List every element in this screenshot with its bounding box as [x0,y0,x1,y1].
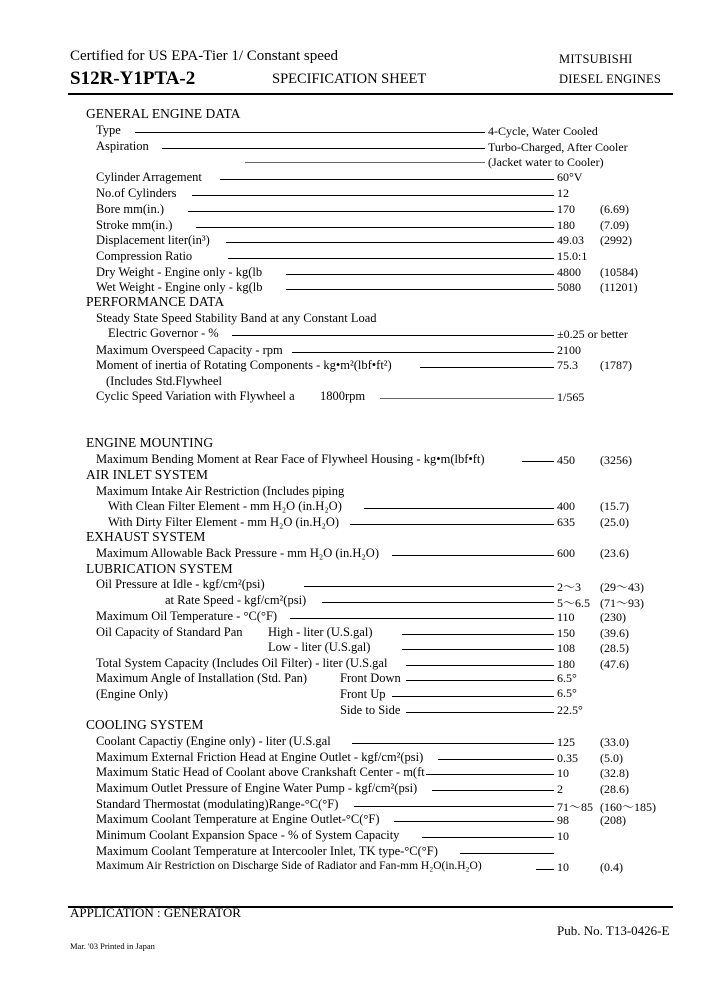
oil-temp-label: Maximum Oil Temperature - °C(°F) [96,609,278,623]
pump-pressure-label: Maximum Outlet Pressure of Engine Water Pump - kgf/cm²(psi) [96,781,418,795]
certification-text: Certified for US EPA-Tier 1/ Constant speed [70,48,339,64]
static-head-value: 10 [557,766,569,780]
static-head-label: Maximum Static Head of Coolant above Crankshaft Center - m(ft [96,765,425,779]
cylinder-arrangement-label: Cylinder Arragement [96,170,202,184]
bore-imperial: (6.69) [600,202,629,216]
compression-label: Compression Ratio [96,249,193,263]
section-cooling: COOLING SYSTEM [86,717,204,732]
oil-idle-imperial: (29～43) [600,580,644,594]
oil-idle-value: 2～3 [557,580,582,594]
leader [304,586,554,587]
inertia-imperial: (1787) [600,358,632,372]
bending-label: Maximum Bending Moment at Rear Face of Flywheel Housing - kg•m(lbf•ft) [96,452,485,466]
model-number: S12R-Y1PTA-2 [70,68,196,89]
expansion-label: Minimum Coolant Expansion Space - % of System Capacity [96,828,400,842]
oil-capacity-label: Oil Capacity of Standard Pan [96,625,243,639]
section-exhaust: EXHAUST SYSTEM [86,529,206,544]
leader [135,132,485,133]
front-up-label: Front Up [340,687,386,701]
front-down-value: 6.5° [557,671,577,685]
governor-label: Electric Governor - % [108,326,219,340]
oil-low-imperial: (28.5) [600,641,629,655]
stroke-imperial: (7.09) [600,218,629,232]
cylinders-value: 12 [557,186,569,200]
leader [522,461,554,462]
leader [232,335,554,336]
cyclic-value: 1/565 [557,390,585,404]
leader [286,274,554,275]
back-pressure-label: Maximum Allowable Back Pressure - mm H₂O (in.H₂O) [96,546,379,560]
sheet-title: SPECIFICATION SHEET [272,71,427,87]
leader [228,258,554,259]
cyclic-rpm: 1800rpm [320,389,366,403]
governor-value: ±0.25 or better [557,327,628,341]
type-value: 4-Cycle, Water Cooled [488,124,598,138]
leader [350,524,554,525]
section-lubrication: LUBRICATION SYSTEM [86,561,233,576]
bore-value: 170 [557,202,575,216]
maker-line-2: DIESEL ENGINES [559,72,661,86]
leader [188,211,554,212]
leader [406,680,554,681]
engine-only-label: (Engine Only) [96,687,168,701]
oil-temp-value: 110 [557,610,575,624]
clean-filter-imperial: (15.7) [600,499,629,513]
install-angle-label: Maximum Angle of Installation (Std. Pan) [96,671,308,685]
dry-weight-value: 4800 [557,265,581,279]
stroke-label: Stroke mm(in.) [96,218,173,232]
coolant-capacity-value: 125 [557,735,575,749]
leader [406,665,554,666]
header-rule [68,93,673,95]
oil-high-imperial: (39.6) [600,626,629,640]
leader [406,712,554,713]
side-to-side-label: Side to Side [340,703,401,717]
compression-value: 15.0:1 [557,249,588,263]
bending-imperial: (3256) [600,453,632,467]
section-air-inlet: AIR INLET SYSTEM [86,467,209,482]
inertia-note: (Includes Std.Flywheel [106,374,222,388]
stability-label: Steady State Speed Stability Band at any Constant Load [96,311,377,325]
oil-rated-imperial: (71～93) [600,596,644,610]
displacement-label: Displacement liter(in³) [96,233,210,247]
leader [354,806,554,807]
dirty-filter-value: 635 [557,515,575,529]
oil-low-label: Low - liter (U.S.gal) [268,640,371,654]
wet-weight-imperial: (11201) [600,280,638,294]
friction-head-label: Maximum External Friction Head at Engine Outlet - kgf/cm²(psi) [96,750,424,764]
oil-high-value: 150 [557,626,575,640]
intercooler-label: Maximum Coolant Temperature at Intercooler Inlet, TK type-°C(°F) [96,844,438,858]
leader [380,398,554,399]
section-performance: PERFORMANCE DATA [86,294,225,309]
leader [426,774,554,775]
aspiration-value: Turbo-Charged, After Cooler [488,140,628,154]
application-text: APPLICATION : GENERATOR [70,905,241,920]
thermostat-imperial: (160～185) [600,800,656,814]
radiator-label: Maximum Air Restriction on Discharge Side of Radiator and Fan-mm H₂O(in.H₂O) [96,860,482,872]
section-mounting: ENGINE MOUNTING [86,435,214,450]
friction-head-value: 0.35 [557,751,578,765]
section-general: GENERAL ENGINE DATA [86,106,241,121]
leader [220,179,554,180]
leader [460,853,554,854]
dry-weight-label: Dry Weight - Engine only - kg(lb [96,265,263,279]
leader [322,602,554,603]
expansion-value: 10 [557,829,569,843]
leader [394,821,554,822]
overspeed-value: 2100 [557,343,581,357]
bore-label: Bore mm(in.) [96,202,165,216]
pump-pressure-imperial: (28.6) [600,782,629,796]
clean-filter-label: With Clean Filter Element - mm H₂O (in.H₂O) [108,499,342,513]
aspiration-label: Aspiration [96,139,149,153]
wet-weight-label: Wet Weight - Engine only - kg(lb [96,280,263,294]
front-up-value: 6.5° [557,686,577,700]
inertia-label: Moment of inertia of Rotating Components - kg•m²(lbf•ft²) [96,358,392,372]
stroke-value: 180 [557,218,575,232]
total-capacity-imperial: (47.6) [600,657,629,671]
leader [432,790,554,791]
back-pressure-value: 600 [557,546,575,560]
thermostat-value: 71～85 [557,800,594,814]
coolant-capacity-imperial: (33.0) [600,735,629,749]
coolant-capacity-label: Coolant Capactiy (Engine only) - liter (U.S.gal [96,734,331,748]
oil-low-value: 108 [557,641,575,655]
leader [420,367,554,368]
displacement-imperial: (2992) [600,233,632,247]
coolant-temp-imperial: (208) [600,813,626,827]
radiator-value: 10 [557,860,569,874]
leader [286,289,554,290]
wet-weight-value: 5080 [557,280,581,294]
dirty-filter-imperial: (25.0) [600,515,629,529]
leader [196,227,554,228]
thermostat-label: Standard Thermostat (modulating)Range-°C(°F) [96,797,339,811]
leader [192,195,554,196]
side-to-side-value: 22.5° [557,703,583,717]
cylinder-arrangement-value: 60°V [557,170,583,184]
dirty-filter-label: With Dirty Filter Element - mm H₂O (in.H₂O) [108,515,340,529]
leader [536,869,554,870]
clean-filter-value: 400 [557,499,575,513]
leader [292,352,554,353]
maker-line-1: MITSUBISHI [559,52,633,66]
front-down-label: Front Down [340,671,401,685]
leader [402,634,554,635]
inertia-value: 75.3 [557,358,578,372]
leader [392,555,554,556]
oil-temp-imperial: (230) [600,610,626,624]
leader [290,618,554,619]
bending-value: 450 [557,453,575,467]
leader [422,837,554,838]
overspeed-label: Maximum Overspeed Capacity - rpm [96,343,283,357]
type-label: Type [96,123,121,137]
aspiration-value-2: (Jacket water to Cooler) [488,155,604,169]
leader [402,649,554,650]
cylinders-label: No.of Cylinders [96,186,177,200]
oil-rated-label: at Rate Speed - kgf/cm²(psi) [165,593,307,607]
printed-note: Mar. '03 Printed in Japan [70,941,155,951]
friction-head-imperial: (5.0) [600,751,623,765]
leader [245,162,485,163]
radiator-imperial: (0.4) [600,860,623,874]
static-head-imperial: (32.8) [600,766,629,780]
total-capacity-value: 180 [557,657,575,671]
pump-pressure-value: 2 [557,782,563,796]
intake-label: Maximum Intake Air Restriction (Includes piping [96,484,345,498]
oil-rated-value: 5～6.5 [557,596,591,610]
cyclic-label: Cyclic Speed Variation with Flywheel a [96,389,295,403]
oil-idle-label: Oil Pressure at Idle - kgf/cm²(psi) [96,577,265,591]
coolant-temp-label: Maximum Coolant Temperature at Engine Outlet-°C(°F) [96,812,380,826]
leader [438,759,554,760]
displacement-value: 49.03 [557,233,584,247]
leader [364,508,554,509]
publication-number: Pub. No. T13-0426-E [557,923,670,938]
leader [226,242,554,243]
oil-high-label: High - liter (U.S.gal) [268,625,373,639]
leader [352,743,554,744]
dry-weight-imperial: (10584) [600,265,638,279]
coolant-temp-value: 98 [557,813,569,827]
total-capacity-label: Total System Capacity (Includes Oil Filter) - liter (U.S.gal [96,656,388,670]
leader [162,148,485,149]
back-pressure-imperial: (23.6) [600,546,629,560]
leader [392,696,554,697]
